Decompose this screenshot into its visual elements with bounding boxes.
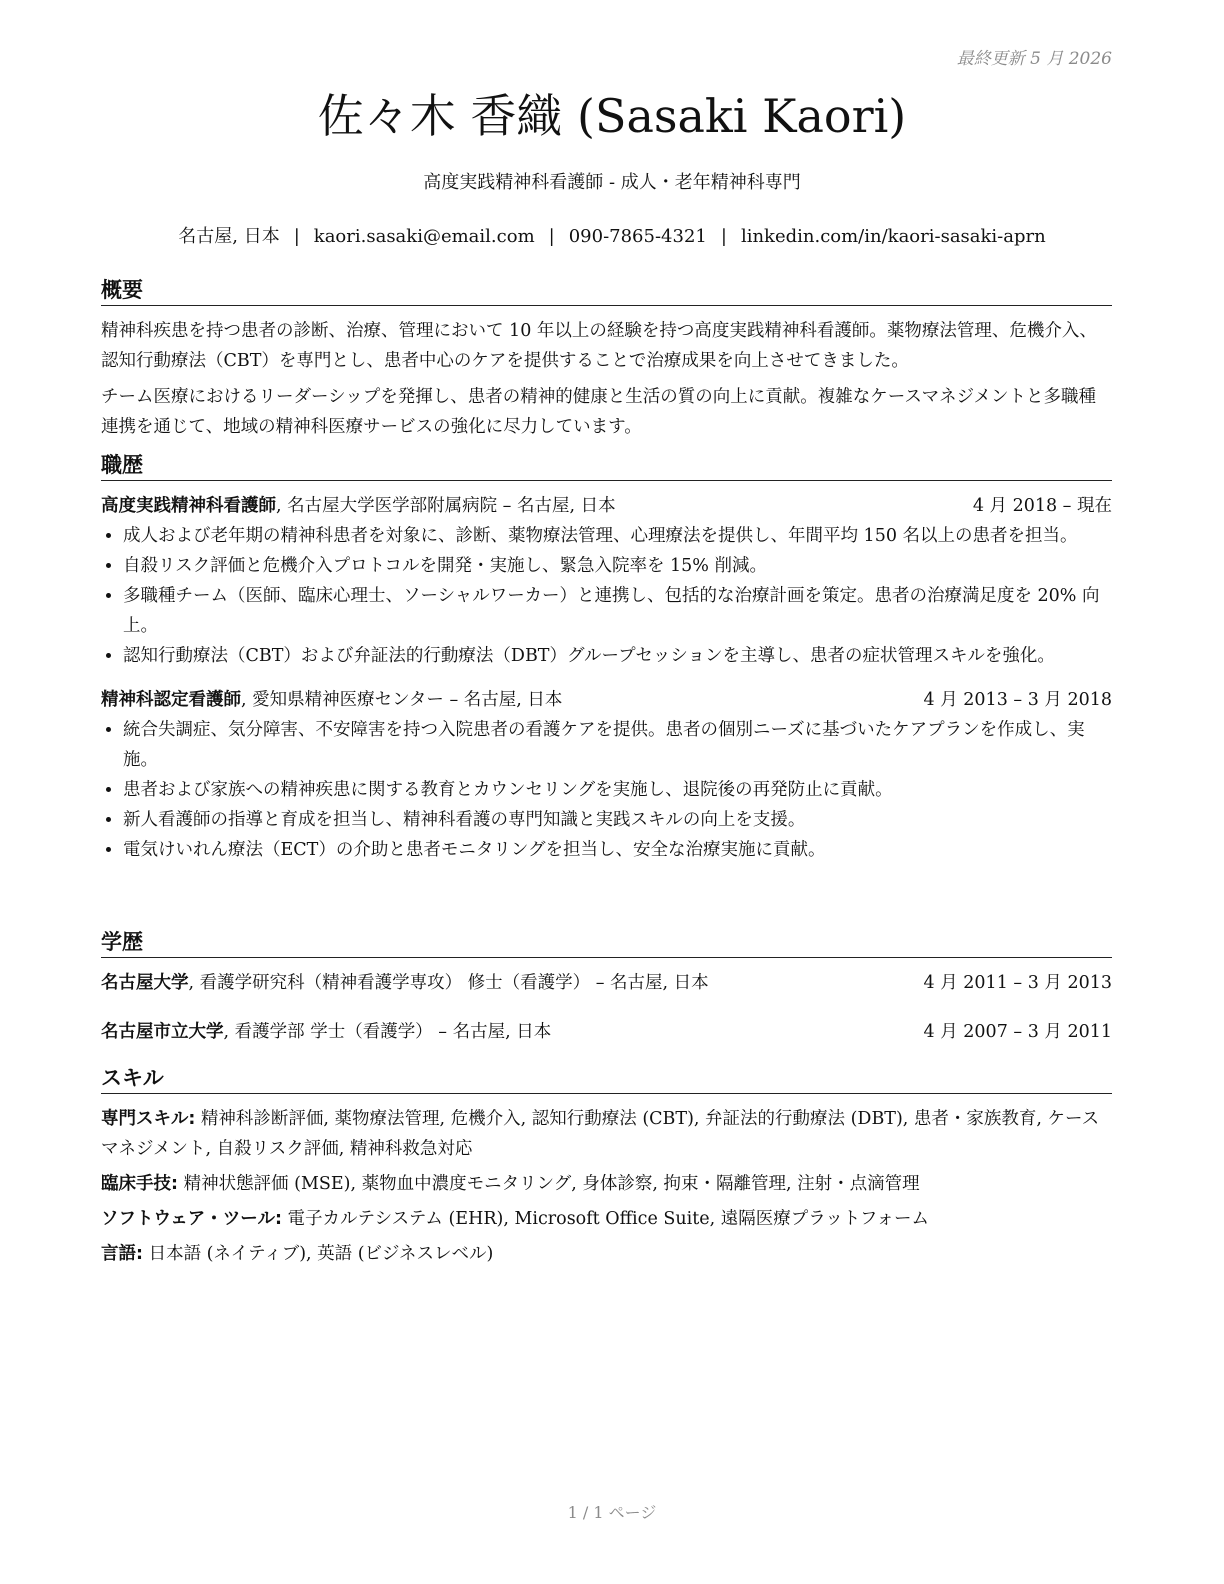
section-title: 概要 xyxy=(101,276,1112,306)
skills-section xyxy=(101,1064,1112,1274)
summary-paragraph: チーム医療におけるリーダーシップを発揮し、患者の精神的健康と生活の質の向上に貢献。複雑なケースマネジメントと多職種連携を通じて、地域の精神科医療サービスの強化に尽力しています。 xyxy=(101,387,1097,437)
experience-section xyxy=(101,451,1112,873)
bullet-item: • 患者および家族への精神疾患に関する教育とカウンセリングを実施し、退院後の再発防止に貢献。 xyxy=(123,775,1112,805)
skill-label: 言語: xyxy=(101,1244,143,1264)
education-dates: 4 月 2007 – 3 月 2011 xyxy=(923,1022,1112,1042)
school-name: 名古屋市立大学 xyxy=(101,1022,224,1042)
skill-line xyxy=(101,1239,1112,1269)
skill-line xyxy=(101,1169,1112,1199)
separator: | xyxy=(548,226,555,247)
degree-detail: , 看護学研究科（精神看護学専攻） 修士（看護学） – 名古屋, 日本 xyxy=(188,973,709,993)
skill-label: 臨床手技: xyxy=(101,1174,178,1194)
section-title: 職歴 xyxy=(101,451,1112,481)
school-name: 名古屋大学 xyxy=(101,973,189,993)
job-dates: 4 月 2018 – 現在 xyxy=(972,496,1112,516)
degree-detail: , 看護学部 学士（看護学） – 名古屋, 日本 xyxy=(223,1022,552,1042)
education-entry xyxy=(101,1017,1112,1047)
job-header xyxy=(101,685,1112,715)
job-entry xyxy=(101,491,1112,671)
education-entry xyxy=(101,968,1112,998)
job-org: , 愛知県精神医療センター – 名古屋, 日本 xyxy=(241,690,563,710)
skill-value: 精神科診断評価, 薬物療法管理, 危機介入, 認知行動療法 (CBT), 弁証法的行動療法 (DBT), 患者・家族教育, ケースマネジメント, 自殺リスク評価, 精神科救急対応 xyxy=(101,1109,1100,1159)
last-updated: 最終更新 5 月 2026 xyxy=(956,49,1112,69)
skill-label: 専門スキル: xyxy=(101,1109,196,1129)
bullet-item: • 電気けいれん療法（ECT）の介助と患者モニタリングを担当し、安全な治療実施に貢献。 xyxy=(123,835,1112,865)
contact-line xyxy=(0,224,1224,250)
section-title: スキル xyxy=(101,1064,1112,1094)
bullet-item: • 自殺リスク評価と危機介入プロトコルを開発・実施し、緊急入院率を 15% 削減。 xyxy=(123,551,1112,581)
location: 名古屋, 日本 xyxy=(178,226,280,247)
bullet-item: • 多職種チーム（医師、臨床心理士、ソーシャルワーカー）と連携し、包括的な治療計画を策定。患者の治療満足度を 20% 向上。 xyxy=(123,581,1112,641)
skill-value: 日本語 (ネイティブ), 英語 (ビジネスレベル) xyxy=(143,1244,494,1264)
bullet-item: • 成人および老年期の精神科患者を対象に、診断、薬物療法管理、心理療法を提供し、年間平均 150 名以上の患者を担当。 xyxy=(123,521,1112,551)
education-section xyxy=(101,928,1112,1066)
page-number: 1 / 1 ページ xyxy=(567,1503,657,1522)
job-role: 精神科認定看護師 xyxy=(101,690,241,710)
email-link[interactable]: kaori.sasaki@email.com xyxy=(313,226,535,247)
skill-value: 精神状態評価 (MSE), 薬物血中濃度モニタリング, 身体診察, 拘束・隔離管理, 注射・点滴管理 xyxy=(178,1174,920,1194)
job-header xyxy=(101,491,1112,521)
job-entry xyxy=(101,685,1112,865)
bullet-item: • 統合失調症、気分障害、不安障害を持つ入院患者の看護ケアを提供。患者の個別ニーズに基づいたケアプランを作成し、実施。 xyxy=(123,715,1112,775)
job-title: 高度実践精神科看護師 - 成人・老年精神科専門 xyxy=(423,172,801,193)
skill-line xyxy=(101,1104,1112,1164)
job-dates: 4 月 2013 – 3 月 2018 xyxy=(923,690,1112,710)
candidate-name: 佐々木 香織 (Sasaki Kaori) xyxy=(317,89,907,143)
bullet-item: • 認知行動療法（CBT）および弁証法的行動療法（DBT）グループセッションを主導し、患者の症状管理スキルを強化。 xyxy=(123,641,1112,671)
skill-label: ソフトウェア・ツール: xyxy=(101,1209,282,1229)
education-dates: 4 月 2011 – 3 月 2013 xyxy=(923,973,1112,993)
job-bullets xyxy=(101,715,1112,865)
phone: 090-7865-4321 xyxy=(568,226,707,247)
bullet-item: • 新人看護師の指導と育成を担当し、精神科看護の専門知識と実践スキルの向上を支援。 xyxy=(123,805,1112,835)
separator: | xyxy=(720,226,727,247)
skill-line xyxy=(101,1204,1112,1234)
summary-section xyxy=(101,276,1112,448)
separator: | xyxy=(293,226,300,247)
summary-paragraph: 精神科疾患を持つ患者の診断、治療、管理において 10 年以上の経験を持つ高度実践精神科看護師。薬物療法管理、危機介入、認知行動療法（CBT）を専門とし、患者中心のケアを提供することで治療成果を向上させてきました。 xyxy=(101,321,1097,371)
skill-value: 電子カルテシステム (EHR), Microsoft Office Suite, 遠隔医療プラットフォーム xyxy=(281,1209,929,1229)
linkedin-link[interactable]: linkedin.com/in/kaori-sasaki-aprn xyxy=(740,226,1046,247)
job-org: , 名古屋大学医学部附属病院 – 名古屋, 日本 xyxy=(276,496,616,516)
job-bullets xyxy=(101,521,1112,671)
job-role: 高度実践精神科看護師 xyxy=(101,496,276,516)
section-title: 学歴 xyxy=(101,928,1112,958)
